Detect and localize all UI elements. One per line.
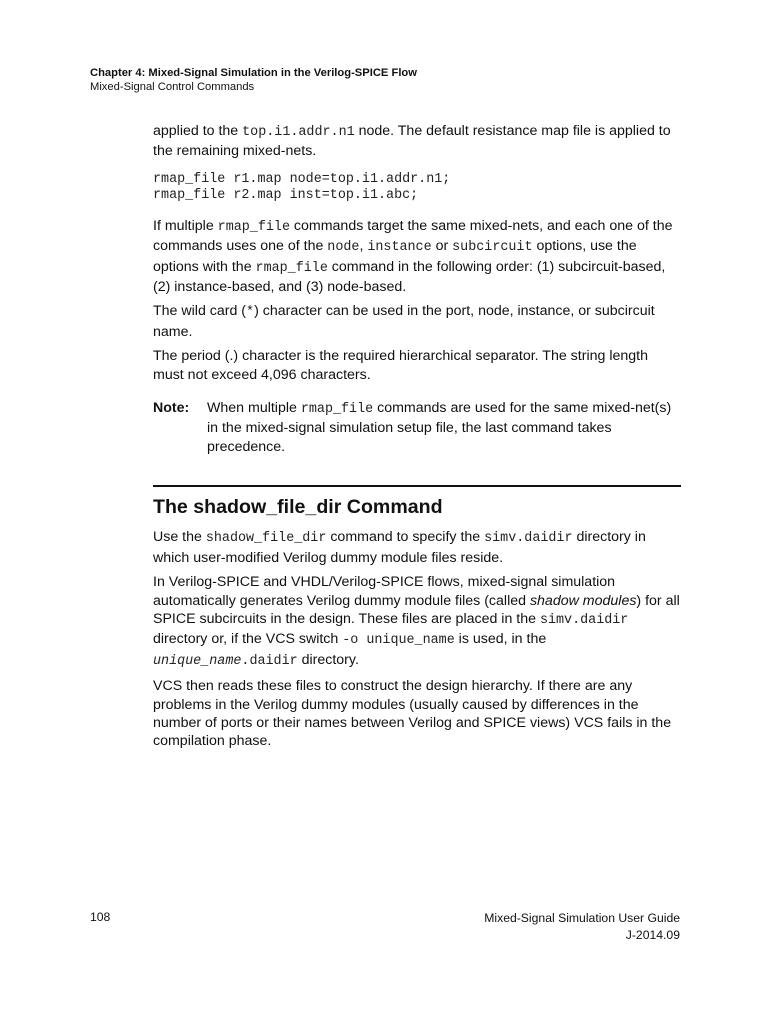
shadow-paragraph-3: VCS then reads these files to construct the design hierarchy. If there are any problems in the Verilog dummy modules (usually caused by differences in the number of ports or their names between Verilog and SPICE views) VCS fails in the compilation phase. bbox=[153, 678, 672, 750]
emphasis: shadow modules bbox=[529, 592, 637, 609]
running-header bbox=[90, 66, 417, 95]
intro-paragraph-2: If multiple rmap_file commands target the same mixed-nets, and each one of the commands uses one of the node, instance or subcircuit options, use the options with the rmap_file command in the following order: (1) subcircuit-based, (2) instance-based, and (3) node-based. bbox=[153, 217, 673, 296]
version-label: J-2014.09 bbox=[625, 927, 680, 942]
section-divider bbox=[153, 485, 681, 487]
inline-code: subcircuit bbox=[452, 240, 533, 256]
inline-code: simv.daidir bbox=[539, 612, 629, 628]
inline-code-italic: unique_name bbox=[153, 653, 242, 669]
code-block bbox=[153, 172, 681, 204]
inline-code: .daidir bbox=[241, 653, 298, 669]
inline-code: instance bbox=[367, 240, 432, 256]
inline-code: simv.daidir bbox=[484, 531, 573, 547]
intro-paragraph-4: The period (.) character is the required hierarchical separator. The string length must not exceed 4,096 characters. bbox=[153, 348, 648, 383]
note-text: When multiple rmap_file commands are used for the same mixed-net(s) in the mixed-signal simulation setup file, the last command takes precedence. bbox=[207, 400, 672, 455]
footer-info bbox=[484, 910, 680, 943]
section-title: Mixed-Signal Control Commands bbox=[90, 81, 255, 93]
inline-code: rmap_file bbox=[300, 402, 374, 418]
inline-code: node bbox=[327, 240, 360, 256]
inline-code: top.i1.addr.n1 bbox=[242, 125, 355, 140]
intro-paragraph-1: applied to the top.i1.addr.n1 node. The default resistance map file is applied to the remaining mixed-nets. bbox=[153, 123, 671, 160]
shadow-paragraph-1: Use the shadow_file_dir command to specify the simv.daidir directory in which user-modified Verilog dummy module files reside. bbox=[153, 529, 646, 566]
chapter-title: Chapter 4: Mixed-Signal Simulation in the Verilog-SPICE Flow bbox=[90, 67, 417, 79]
note-label: Note: bbox=[153, 400, 190, 417]
inline-code: shadow_file_dir bbox=[205, 531, 327, 547]
guide-title: Mixed-Signal Simulation User Guide bbox=[484, 911, 680, 925]
inline-code: rmap_file bbox=[217, 219, 290, 235]
note-block bbox=[153, 399, 681, 456]
shadow-paragraph-2: In Verilog-SPICE and VHDL/Verilog-SPICE flows, mixed-signal simulation automatically generates Verilog dummy module files (called shadow modules) for all SPICE subcircuits in the design. These files are placed in the simv.daidir directory or, if the VCS switch -o unique_name is used, in the unique_name.daidir directory. bbox=[153, 574, 680, 669]
page-number: 108 bbox=[90, 910, 111, 924]
code-line: rmap_file r2.map inst=top.i1.abc; bbox=[153, 187, 419, 203]
intro-paragraph-3: The wild card (*) character can be used in the port, node, instance, or subcircuit name. bbox=[153, 303, 655, 340]
inline-code: rmap_file bbox=[255, 260, 328, 276]
inline-code: -o unique_name bbox=[342, 633, 455, 649]
page-body bbox=[153, 122, 681, 757]
code-line: rmap_file r1.map node=top.i1.addr.n1; bbox=[153, 171, 451, 187]
inline-code: * bbox=[246, 305, 255, 321]
section-heading: The shadow_file_dir Command bbox=[153, 496, 443, 519]
